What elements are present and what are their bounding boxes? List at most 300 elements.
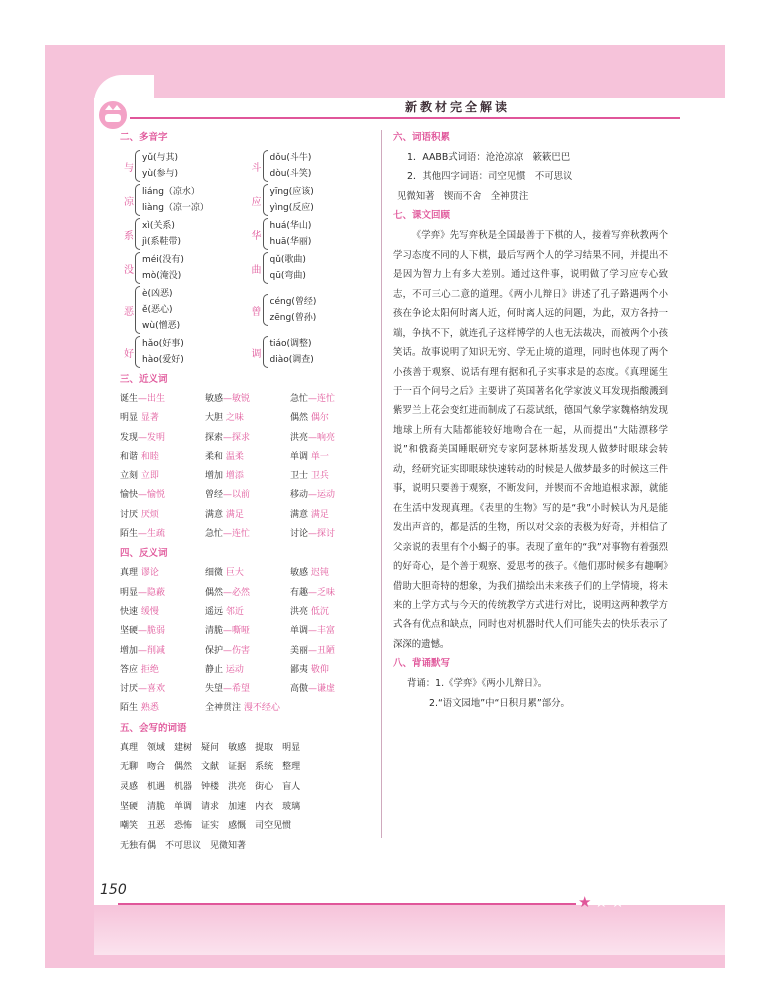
antonym-pair — [120, 661, 205, 680]
word: 单调 — [290, 451, 309, 462]
polyphone-readings — [142, 218, 181, 250]
write-words-list — [120, 739, 375, 857]
antonym-pair — [205, 642, 290, 661]
word: 不可思议 — [165, 840, 202, 851]
synonym-pair — [120, 486, 205, 505]
polyphone-item — [120, 286, 248, 334]
synonym-pair — [205, 486, 290, 505]
write-words-heading: 五、会写的词语 — [120, 722, 187, 734]
star-icon: ★ — [578, 893, 592, 911]
word: 急忙 — [290, 394, 309, 404]
paired-word: 削减 — [147, 645, 166, 656]
paired-word: 满足 — [225, 509, 244, 520]
dash: — — [223, 626, 233, 637]
word: 敏感 — [205, 394, 224, 404]
synonym-pair — [120, 390, 205, 409]
dash: — — [308, 394, 318, 404]
paired-word: 必然 — [232, 587, 251, 598]
paired-word: 谦虚 — [317, 684, 336, 695]
header-rule — [130, 117, 680, 119]
polyphone-readings — [270, 218, 312, 250]
paired-word: 低沉 — [310, 606, 329, 617]
paired-word: 立即 — [140, 471, 159, 482]
polyphone-readings — [142, 252, 184, 284]
word: 静止 — [205, 664, 224, 675]
antonym-pair — [205, 622, 290, 641]
reading: jì(系鞋带) — [142, 237, 182, 247]
synonym-pair — [120, 506, 205, 525]
reading: diào(调查) — [269, 355, 314, 365]
paired-word: 满足 — [310, 509, 329, 520]
polyphone-char: 凉 — [124, 196, 134, 208]
polyphone-readings — [270, 184, 314, 216]
paired-word: 希望 — [232, 684, 251, 695]
word: 增加 — [120, 645, 139, 656]
synonym-grid — [120, 390, 375, 544]
accumulation-heading: 六、词语积累 — [393, 132, 451, 143]
reading: yīng(应该) — [269, 187, 314, 197]
paired-word: 敏锐 — [232, 394, 251, 404]
word: 曾经 — [205, 490, 224, 501]
word: 恐怖 — [174, 821, 193, 832]
polyphone-row — [120, 150, 375, 182]
word: 加速 — [228, 801, 247, 812]
polyphone-readings — [142, 150, 178, 182]
polyphone-readings — [142, 286, 180, 334]
word: 讨论 — [290, 529, 309, 540]
brace — [263, 218, 268, 250]
dash: — — [308, 626, 318, 637]
antonym-pair — [120, 564, 205, 583]
dash: — — [308, 490, 318, 501]
polyphone-item — [248, 218, 376, 250]
star-icon: ★ — [610, 893, 625, 911]
word: 急忙 — [205, 529, 224, 540]
antonym-grid — [120, 564, 375, 718]
polyphone-row — [120, 184, 375, 216]
word: 无独有偶 — [120, 840, 157, 851]
word: 感慨 — [228, 821, 247, 832]
paired-word: 生疏 — [147, 529, 166, 540]
polyphone-readings — [142, 336, 184, 368]
synonym-pair — [290, 486, 375, 505]
polyphone-readings — [270, 150, 312, 182]
synonym-pair — [290, 409, 375, 428]
write-words-line — [120, 739, 375, 759]
brace — [263, 336, 268, 368]
paired-word: 温柔 — [225, 451, 244, 462]
reading: liàng（凉一凉） — [142, 203, 209, 213]
word: 愉快 — [120, 490, 139, 501]
brace — [263, 150, 268, 182]
word: 鄙夷 — [290, 664, 309, 675]
word: 盲人 — [282, 781, 301, 792]
word: 请求 — [201, 801, 220, 812]
word: 机遇 — [147, 781, 166, 792]
synonym-pair — [205, 409, 290, 428]
dash: — — [138, 645, 148, 656]
word: 柔和 — [205, 451, 224, 462]
word: 快速 — [120, 606, 139, 617]
word: 洪亮 — [228, 781, 247, 792]
polyphone-item — [120, 150, 248, 182]
paired-word: 运动 — [225, 664, 244, 675]
word: 细微 — [205, 568, 224, 579]
paired-word: 之味 — [225, 413, 244, 424]
word: 提取 — [255, 742, 274, 753]
paired-word: 卫兵 — [310, 471, 329, 482]
antonym-pair — [120, 680, 205, 699]
synonym-pair — [205, 448, 290, 467]
polyphone-item — [248, 184, 376, 216]
word: 移动 — [290, 490, 309, 501]
paired-word: 喜欢 — [147, 684, 166, 695]
word: 玻璃 — [282, 801, 301, 812]
paired-word: 丑陋 — [317, 645, 336, 656]
brace — [135, 286, 140, 334]
synonym-pair — [290, 467, 375, 486]
synonym-pair — [120, 525, 205, 544]
write-words-line — [120, 758, 375, 778]
paired-word: 乏味 — [317, 587, 336, 598]
polyphone-heading: 二、多音字 — [120, 132, 168, 143]
polyphone-char: 斗 — [251, 162, 262, 174]
antonym-pair — [290, 622, 375, 641]
synonym-pair — [120, 409, 205, 428]
word: 偶然 — [174, 762, 193, 773]
antonym-pair — [290, 584, 375, 603]
reading: qǔ(歌曲) — [269, 255, 306, 265]
word: 证实 — [201, 821, 220, 832]
reading: hǎo(好事) — [142, 339, 184, 349]
polyphone-readings — [270, 336, 314, 368]
paired-word: 响亮 — [317, 432, 336, 443]
polyphone-row — [120, 336, 375, 368]
word: 疑问 — [201, 742, 220, 753]
antonym-pair — [205, 680, 290, 699]
word: 洪亮 — [290, 432, 309, 443]
reading: yù(参与) — [142, 169, 179, 179]
word: 丑恶 — [147, 821, 166, 832]
antonym-pair — [205, 661, 290, 680]
antonym-pair — [205, 699, 375, 718]
synonym-pair — [120, 448, 205, 467]
polyphone-char: 曲 — [251, 264, 262, 276]
paired-word: 迟钝 — [310, 568, 329, 579]
accumulation-line-2: 2．其他四字词语：司空见惯 不可思议 — [407, 171, 573, 183]
word: 明显 — [120, 413, 139, 424]
word: 机器 — [174, 781, 193, 792]
word: 清脆 — [147, 801, 166, 812]
reading: mò(淹没) — [142, 271, 182, 281]
word: 高傲 — [290, 684, 309, 695]
polyphone-char: 没 — [124, 264, 134, 276]
word: 内衣 — [255, 801, 274, 812]
right-column — [393, 128, 668, 713]
polyphone-char: 曾 — [251, 306, 262, 318]
paired-word: 嘶哑 — [232, 626, 251, 637]
write-words-line — [120, 817, 375, 837]
word: 系统 — [255, 762, 274, 773]
brace — [135, 150, 140, 182]
antonym-heading: 四、反义词 — [120, 548, 168, 560]
brace — [135, 218, 140, 250]
word: 街心 — [255, 781, 274, 792]
polyphone-item — [248, 150, 376, 182]
star-icon: ★ — [594, 893, 608, 911]
antonym-pair — [290, 680, 375, 699]
antonym-pair — [290, 661, 375, 680]
recite-line-1: 背诵：1.《学弈》《两小儿辩日》。 — [407, 678, 548, 690]
word: 全神贯注 — [205, 703, 242, 714]
word: 增加 — [205, 471, 224, 482]
word: 见微知著 — [210, 840, 247, 851]
word: 发现 — [120, 432, 139, 443]
difficulty-stars — [578, 894, 627, 910]
word: 遥远 — [205, 606, 224, 617]
polyphone-item — [248, 336, 376, 368]
word: 陌生 — [120, 529, 139, 540]
polyphone-char: 与 — [124, 162, 134, 174]
word: 明显 — [120, 587, 139, 598]
polyphone-char: 系 — [124, 230, 134, 242]
word: 敏感 — [228, 742, 247, 753]
polyphone-item — [120, 252, 248, 284]
dash: — — [138, 490, 148, 501]
brace — [263, 252, 268, 284]
paired-word: 出生 — [147, 394, 166, 404]
synonym-pair — [205, 390, 290, 409]
polyphone-item — [120, 218, 248, 250]
polyphone-readings — [270, 252, 306, 284]
dash: — — [223, 587, 233, 598]
brace — [263, 184, 268, 216]
polyphone-readings — [142, 184, 209, 216]
dash: — — [138, 394, 148, 404]
reading: méi(没有) — [142, 255, 184, 265]
brace — [263, 294, 268, 326]
word: 讨厌 — [120, 509, 139, 520]
antonym-pair — [120, 622, 205, 641]
word: 美丽 — [290, 645, 309, 656]
polyphone-list — [120, 150, 375, 368]
paired-word: 运动 — [317, 490, 336, 501]
word: 整理 — [282, 762, 301, 773]
paired-word: 缓慢 — [140, 606, 159, 617]
word: 探索 — [205, 432, 224, 443]
polyphone-char: 华 — [251, 230, 262, 242]
antonym-pair — [120, 603, 205, 622]
reading: hào(爱好) — [142, 355, 184, 365]
paired-word: 巨大 — [225, 568, 244, 579]
reading: qū(弯曲) — [269, 271, 306, 281]
reading: huā(华丽) — [269, 237, 312, 247]
synonym-pair — [290, 390, 375, 409]
reading: tiáo(调整) — [269, 339, 312, 349]
brace — [135, 336, 140, 368]
brace — [135, 252, 140, 284]
footer-band — [94, 905, 725, 955]
paired-word: 发明 — [147, 432, 166, 443]
brace — [135, 184, 140, 216]
synonym-pair — [120, 429, 205, 448]
reading: dòu(斗笑) — [269, 169, 312, 179]
polyphone-char: 好 — [124, 348, 134, 360]
polyphone-row — [120, 286, 375, 334]
synonym-pair — [205, 429, 290, 448]
paired-word: 谬论 — [140, 568, 159, 579]
dash: — — [138, 529, 148, 540]
polyphone-item — [120, 184, 248, 216]
recite-heading: 八、背诵默写 — [393, 658, 451, 670]
dash: — — [223, 432, 233, 443]
word: 大胆 — [205, 413, 224, 424]
word: 满意 — [290, 509, 309, 520]
reading: zēng(曾孙) — [269, 313, 317, 323]
antonym-pair — [120, 699, 205, 718]
header-title: 新教材完全解读 — [405, 100, 511, 114]
paired-word: 拒绝 — [140, 664, 159, 675]
word: 嘲笑 — [120, 821, 139, 832]
dash: — — [308, 432, 318, 443]
synonym-pair — [290, 506, 375, 525]
word: 失望 — [205, 684, 224, 695]
top-band — [94, 45, 725, 98]
dash: — — [138, 587, 148, 598]
word: 保护 — [205, 645, 224, 656]
word: 偶然 — [290, 413, 309, 424]
word: 领域 — [147, 742, 166, 753]
paired-word: 增添 — [225, 471, 244, 482]
synonym-heading: 三、近义词 — [120, 374, 168, 385]
word: 和谐 — [120, 451, 139, 462]
dash: — — [223, 490, 233, 501]
paired-word: 丰富 — [317, 626, 336, 637]
column-divider — [381, 130, 382, 838]
accumulation-line-1: 1．AABB式词语：沧沧凉凉 簌簌巴巴 — [407, 152, 571, 163]
word: 满意 — [205, 509, 224, 520]
paired-word: 漫不经心 — [243, 703, 280, 714]
antonym-pair — [120, 584, 205, 603]
word: 无聊 — [120, 762, 139, 773]
word: 司空见惯 — [255, 821, 292, 832]
review-paragraph: 《学弈》先写弈秋是全国最善于下棋的人，接着写弈秋教两个学习态度不同的人下棋，最后写两个人的学习结果不同，并提出不是因为智力上有多大差别。通过这件事，说明做了学习应专心致志，不可三心二意的道理。《两小儿辩日》讲述了孔子路遇两个小孩在争论太阳何时离人近，何时离人远的问题，为此，双方各持一端，争执不下，就连孔子这样博学的人也无法裁决，而被两个小孩笑话。故事说明了知识无穷、学无止境的道理，同时也体现了两个小孩善于观察、说话有理有据和孔子实事求是的态度。《真理诞生于一百个问号之后》主要讲了英国著名化学家波义耳发现指酸溅到紫罗兰上花会变红进而制成了石蕊试纸，德国气象学家魏格纳发现地球上所有大陆都能较好地吻合在一起，从而提出“大陆漂移学说”和俄裔美国睡眠研究专家阿瑟林斯基发现人做梦时眼球会转动，经研究证实即眼球快速转动的时候是人做梦最多的时候这三件事，说明只要善于观察，不断发问，并锲而不舍地追根求源，就能在生活中发现真理。《表里的生物》写的是“我”小时候认为凡是能发出声音的，都是活的生物，所以对父亲的表极为好奇，并相信了父亲说的表里有个小蝎子的事。表现了童年的“我”对事物有着强烈的好奇心，是个善于观察、爱思考的孩子。《他们那时候多有趣啊》借助大胆奇特的想象，为我们描绘出未来孩子们的上学情境，将未来的上学方式与今天的传统教学方式进行对比，说明这两种教学方式各有优点和缺点，同时也对机器时代人们可能失去的快乐表示了深深的遗憾。 — [393, 230, 668, 650]
polyphone-char: 调 — [251, 348, 262, 360]
word: 单调 — [174, 801, 193, 812]
word: 真理 — [120, 568, 139, 579]
write-words-line — [120, 798, 375, 818]
dash: — — [308, 684, 318, 695]
paired-word: 伤害 — [232, 645, 251, 656]
page-number: 150 — [100, 882, 127, 898]
paired-word: 连忙 — [232, 529, 251, 540]
left-column — [120, 128, 375, 856]
paired-word: 脆弱 — [147, 626, 166, 637]
synonym-pair — [290, 448, 375, 467]
word: 立刻 — [120, 471, 139, 482]
reading: yǔ(与其) — [142, 153, 179, 163]
word: 明显 — [282, 742, 301, 753]
synonym-pair — [120, 467, 205, 486]
word: 有趣 — [290, 587, 309, 598]
reading: huá(华山) — [269, 221, 312, 231]
paired-word: 厌烦 — [140, 509, 159, 520]
dash: — — [223, 645, 233, 656]
antonym-pair — [120, 642, 205, 661]
synonym-pair — [205, 506, 290, 525]
word: 建树 — [174, 742, 193, 753]
synonym-pair — [205, 525, 290, 544]
paired-word: 愉悦 — [147, 490, 166, 501]
word: 证据 — [228, 762, 247, 773]
synonym-pair — [290, 429, 375, 448]
paired-word: 邻近 — [225, 606, 244, 617]
word: 真理 — [120, 742, 139, 753]
reading: è(凶恶) — [142, 289, 173, 299]
word: 清脆 — [205, 626, 224, 637]
polyphone-char: 恶 — [124, 306, 134, 318]
paired-word: 隐蔽 — [147, 587, 166, 598]
reading: dǒu(斗牛) — [269, 153, 312, 163]
dash: — — [138, 626, 148, 637]
polyphone-char: 应 — [251, 196, 262, 208]
synonym-pair — [205, 467, 290, 486]
accumulation-line-3: 见微知著 锲而不舍 全神贯注 — [397, 190, 529, 202]
reading: wù(憎恶) — [142, 321, 181, 331]
word: 坚硬 — [120, 801, 139, 812]
antonym-pair — [290, 603, 375, 622]
antonym-pair — [205, 603, 290, 622]
word: 灵感 — [120, 781, 139, 792]
polyphone-item — [248, 294, 376, 326]
reading: yìng(反应) — [269, 203, 314, 213]
antonym-pair — [290, 564, 375, 583]
review-heading: 七、课文回顾 — [393, 210, 451, 222]
word: 钟楼 — [201, 781, 220, 792]
reading: céng(曾经) — [269, 297, 317, 307]
dash: — — [223, 529, 233, 540]
word: 单调 — [290, 626, 309, 637]
polyphone-item — [120, 336, 248, 368]
footer-rule — [118, 903, 576, 905]
antonym-pair — [290, 642, 375, 661]
word: 吻合 — [147, 762, 166, 773]
dash: — — [138, 432, 148, 443]
dash: — — [223, 684, 233, 695]
word: 坚硬 — [120, 626, 139, 637]
polyphone-row — [120, 218, 375, 250]
polyphone-row — [120, 252, 375, 284]
write-words-line — [120, 837, 375, 857]
antonym-pair — [205, 564, 290, 583]
write-words-line — [120, 778, 375, 798]
dash: — — [308, 587, 318, 598]
polyphone-item — [248, 252, 376, 284]
synonym-pair — [290, 525, 375, 544]
word: 文献 — [201, 762, 220, 773]
antonym-pair — [205, 584, 290, 603]
dash: — — [308, 645, 318, 656]
paired-word: 和睦 — [140, 451, 159, 462]
dash: — — [308, 529, 318, 540]
dash: — — [223, 394, 233, 404]
word: 答应 — [120, 664, 139, 675]
paired-word: 连忙 — [317, 394, 336, 404]
paired-word: 熟悉 — [140, 703, 159, 714]
word: 洪亮 — [290, 606, 309, 617]
reading: ě(恶心) — [142, 305, 173, 315]
polyphone-readings — [270, 294, 317, 326]
